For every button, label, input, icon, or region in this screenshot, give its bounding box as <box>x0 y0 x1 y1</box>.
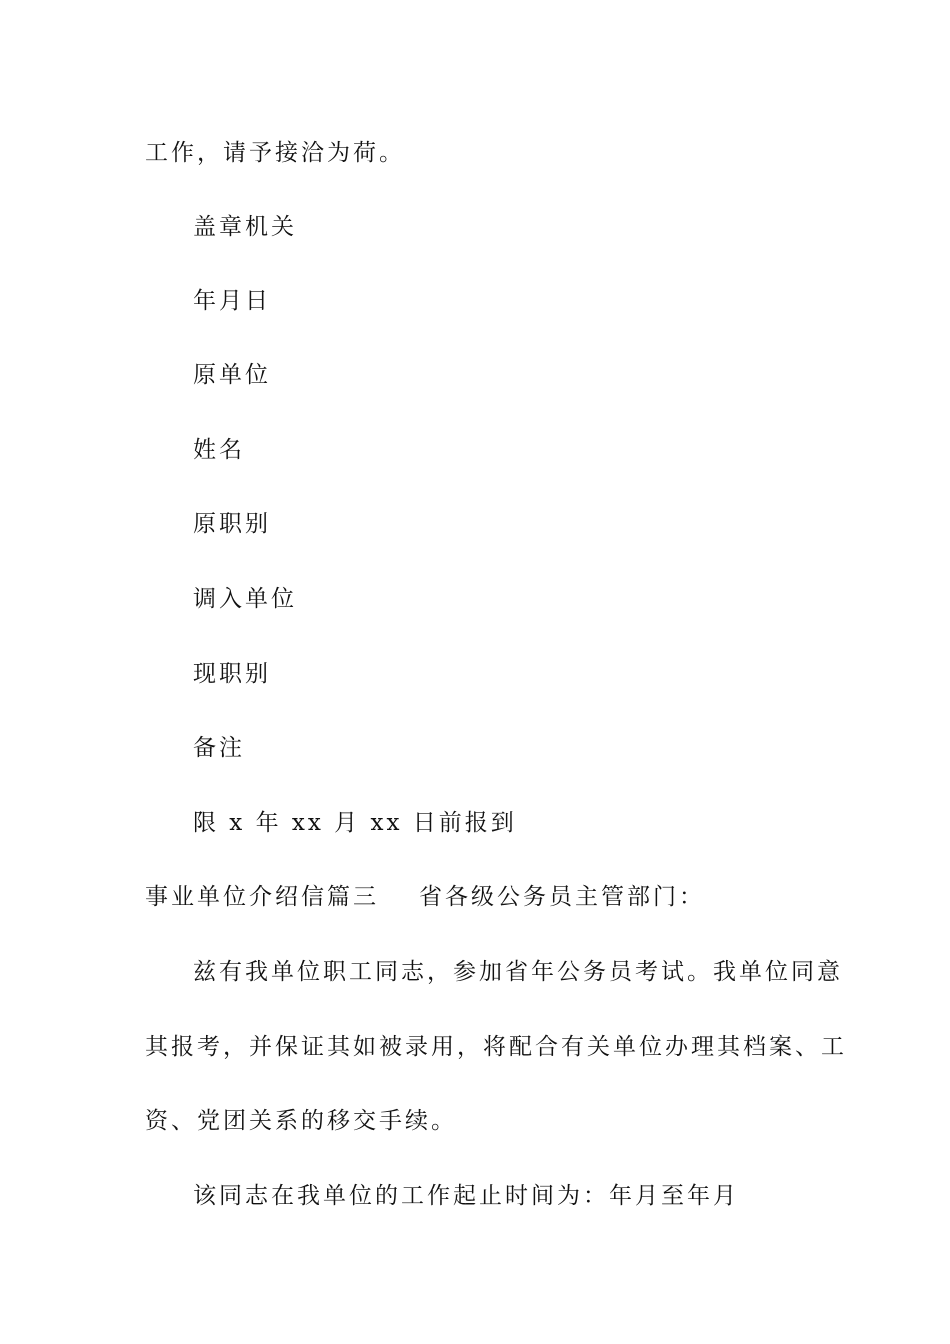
section-heading-line <box>145 882 705 912</box>
seal-authority-label: 盖章机关 <box>193 214 297 240</box>
current-position-label: 现职别 <box>193 661 271 687</box>
body-paragraph-line: 其报考，并保证其如被录用，将配合有关单位办理其档案、工 <box>145 1034 847 1060</box>
closing-line: 工作，请予接洽为荷。 <box>145 140 405 166</box>
work-period-line: 该同志在我单位的工作起止时间为：年月至年月 <box>193 1183 739 1209</box>
transfer-unit-label: 调入单位 <box>193 586 297 612</box>
section-heading: 事业单位介绍信篇三 <box>145 884 379 910</box>
original-unit-label: 原单位 <box>193 362 271 388</box>
date-label: 年月日 <box>193 288 271 314</box>
remarks-label: 备注 <box>193 735 245 761</box>
salutation: 省各级公务员主管部门： <box>419 884 705 910</box>
report-deadline: 限 x 年 xx 月 xx 日前报到 <box>193 810 517 836</box>
original-position-label: 原职别 <box>193 511 271 537</box>
body-paragraph-line: 资、党团关系的移交手续。 <box>145 1108 457 1134</box>
name-label: 姓名 <box>193 437 245 463</box>
body-paragraph-line: 兹有我单位职工同志，参加省年公务员考试。我单位同意 <box>193 959 843 985</box>
